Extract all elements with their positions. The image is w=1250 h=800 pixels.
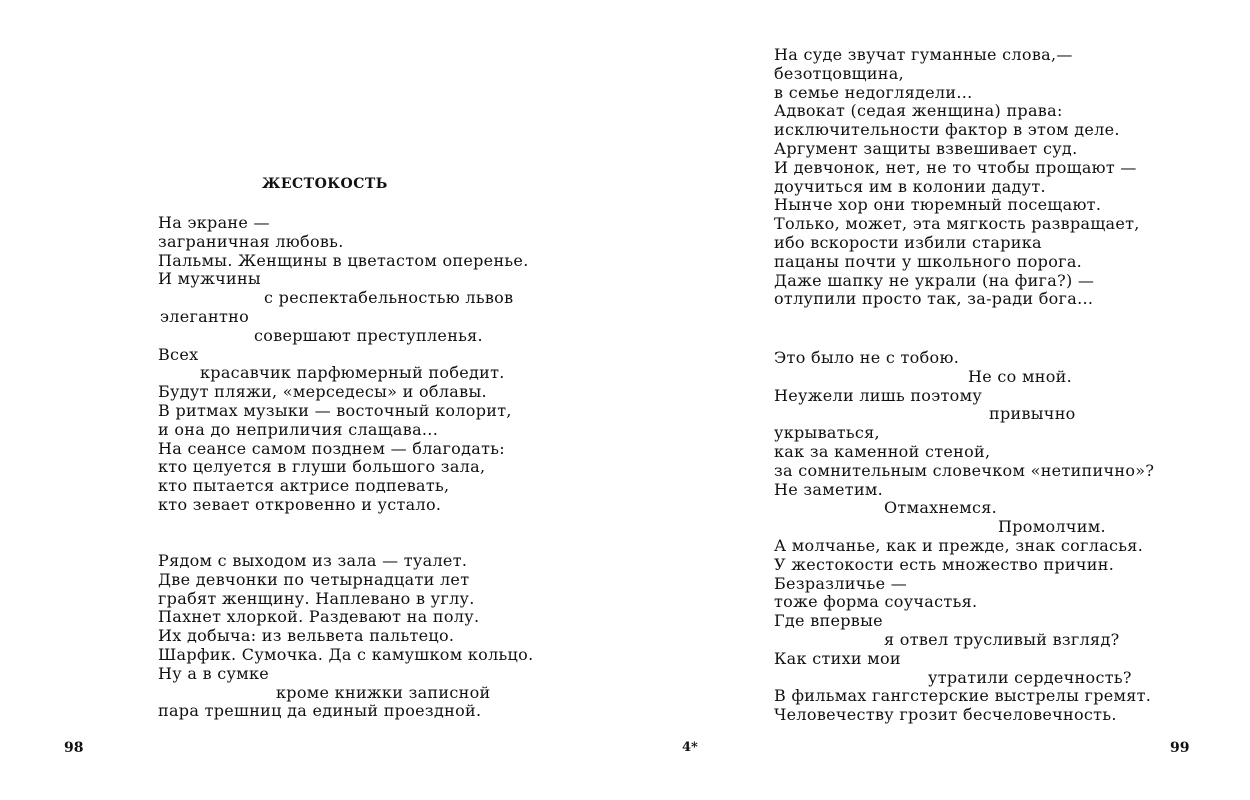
- poem-line: В ритмах музыки — восточный колорит,: [158, 400, 512, 420]
- poem-line: На сеансе самом позднем — благодать:: [158, 438, 505, 458]
- poem-line: На экране —: [158, 213, 270, 232]
- poem-line: Промолчим.: [998, 517, 1106, 537]
- right-page: [625, 0, 1250, 800]
- poem-line: за сомнительным словечком «нетипично»?: [774, 460, 1155, 480]
- signature-mark: 4*: [682, 740, 698, 755]
- poem-line: Ну а в сумке: [158, 663, 270, 683]
- poem-line: Это было не с тобою.: [774, 348, 960, 367]
- poem-line: Как стихи мои: [774, 648, 901, 668]
- poem-line: отлупили просто так, за-ради бога...: [774, 289, 1094, 309]
- poem-line: Аргумент защиты взвешивает суд.: [774, 138, 1078, 158]
- poem-line: я отвел трусливый взгляд?: [884, 629, 1120, 649]
- poem-line: Будут пляжи, «мерседесы» и облавы.: [158, 382, 487, 402]
- right-stanza-2: [774, 349, 1154, 725]
- poem-line: красавчик парфюмерный победит.: [200, 363, 505, 383]
- poem-line: совершают преступленья.: [254, 325, 483, 345]
- poem-title: ЖЕСТОКОСТЬ: [262, 176, 388, 192]
- poem-line: доучиться им в колонии дадут.: [774, 176, 1046, 196]
- poem-line: Не со мной.: [968, 366, 1072, 386]
- poem-line: Рядом с выходом из зала — туалет.: [158, 551, 468, 570]
- poem-line: заграничная любовь.: [158, 231, 344, 251]
- poem-line: грабят женщину. Наплевано в углу.: [158, 588, 475, 608]
- left-stanza-1: [158, 214, 529, 515]
- poem-line: кто целуется в глуши большого зала,: [158, 457, 486, 477]
- poem-line: кто пытается актрисе подпевать,: [158, 476, 450, 496]
- poem-line: укрываться,: [774, 423, 880, 443]
- poem-line: Безразличье —: [774, 573, 908, 593]
- poem-line: Где впервые: [774, 611, 883, 631]
- poem-line: Две девчонки по четырнадцати лет: [158, 569, 470, 589]
- poem-line: И девчонок, нет, не то чтобы прощают —: [774, 157, 1137, 177]
- poem-line: Адвокат (седая женщина) права:: [774, 101, 1063, 121]
- poem-line: Нынче хор они тюремный посещают.: [774, 195, 1102, 215]
- poem-line: в семье недоглядели...: [774, 82, 973, 102]
- poem-line: У жестокости есть множество причин.: [774, 554, 1115, 574]
- poem-line: элегантно: [160, 306, 250, 326]
- poem-line: Только, может, эта мягкость развращает,: [774, 214, 1140, 234]
- poem-line: тоже форма соучастья.: [774, 592, 978, 612]
- poem-line: Даже шапку не украли (на фига?) —: [774, 270, 1095, 290]
- poem-line: ибо вскорости избили старика: [774, 232, 1042, 252]
- poem-line: пацаны почти у школьного порога.: [774, 251, 1083, 271]
- poem-line: Пальмы. Женщины в цветастом оперенье.: [158, 250, 529, 270]
- poem-line: Не заметим.: [774, 479, 884, 499]
- poem-line: с респектабельностью львов: [264, 288, 514, 308]
- poem-line: Отмахнемся.: [884, 498, 997, 518]
- page-number-left: 98: [64, 740, 84, 756]
- poem-line: и она до неприличия слащава...: [158, 419, 439, 439]
- poem-line: А молчанье, как и прежде, знак согласья.: [774, 535, 1144, 555]
- poem-line: кроме книжки записной: [276, 682, 491, 702]
- poem-line: На суде звучат гуманные слова,—: [774, 45, 1073, 64]
- poem-line: привычно: [989, 404, 1076, 424]
- poem-line: кто зевает откровенно и устало.: [158, 494, 442, 514]
- poem-line: безотцовщина,: [774, 63, 904, 83]
- poem-line: как за каменной стеной,: [774, 441, 991, 461]
- poem-line: Их добыча: из вельвета пальтецо.: [158, 626, 455, 646]
- poem-line: исключительности фактор в этом деле.: [774, 120, 1120, 140]
- poem-line: Человечеству грозит бесчеловечность.: [774, 705, 1117, 725]
- poem-line: пара трешниц да единый проездной.: [158, 701, 482, 721]
- poem-line: И мужчины: [158, 269, 261, 289]
- poem-line: Пахнет хлоркой. Раздевают на полу.: [158, 607, 480, 627]
- right-stanza-1: [774, 46, 1140, 309]
- poem-line: Шарфик. Сумочка. Да с камушком кольцо.: [158, 644, 534, 664]
- poem-line: Всех: [158, 344, 199, 364]
- page-number-right: 99: [1170, 740, 1190, 756]
- poem-line: утратили сердечность?: [928, 667, 1132, 687]
- poem-line: Неужели лишь поэтому: [774, 385, 983, 405]
- left-stanza-2: [158, 552, 533, 721]
- poem-line: В фильмах гангстерские выстрелы гремят.: [774, 686, 1152, 706]
